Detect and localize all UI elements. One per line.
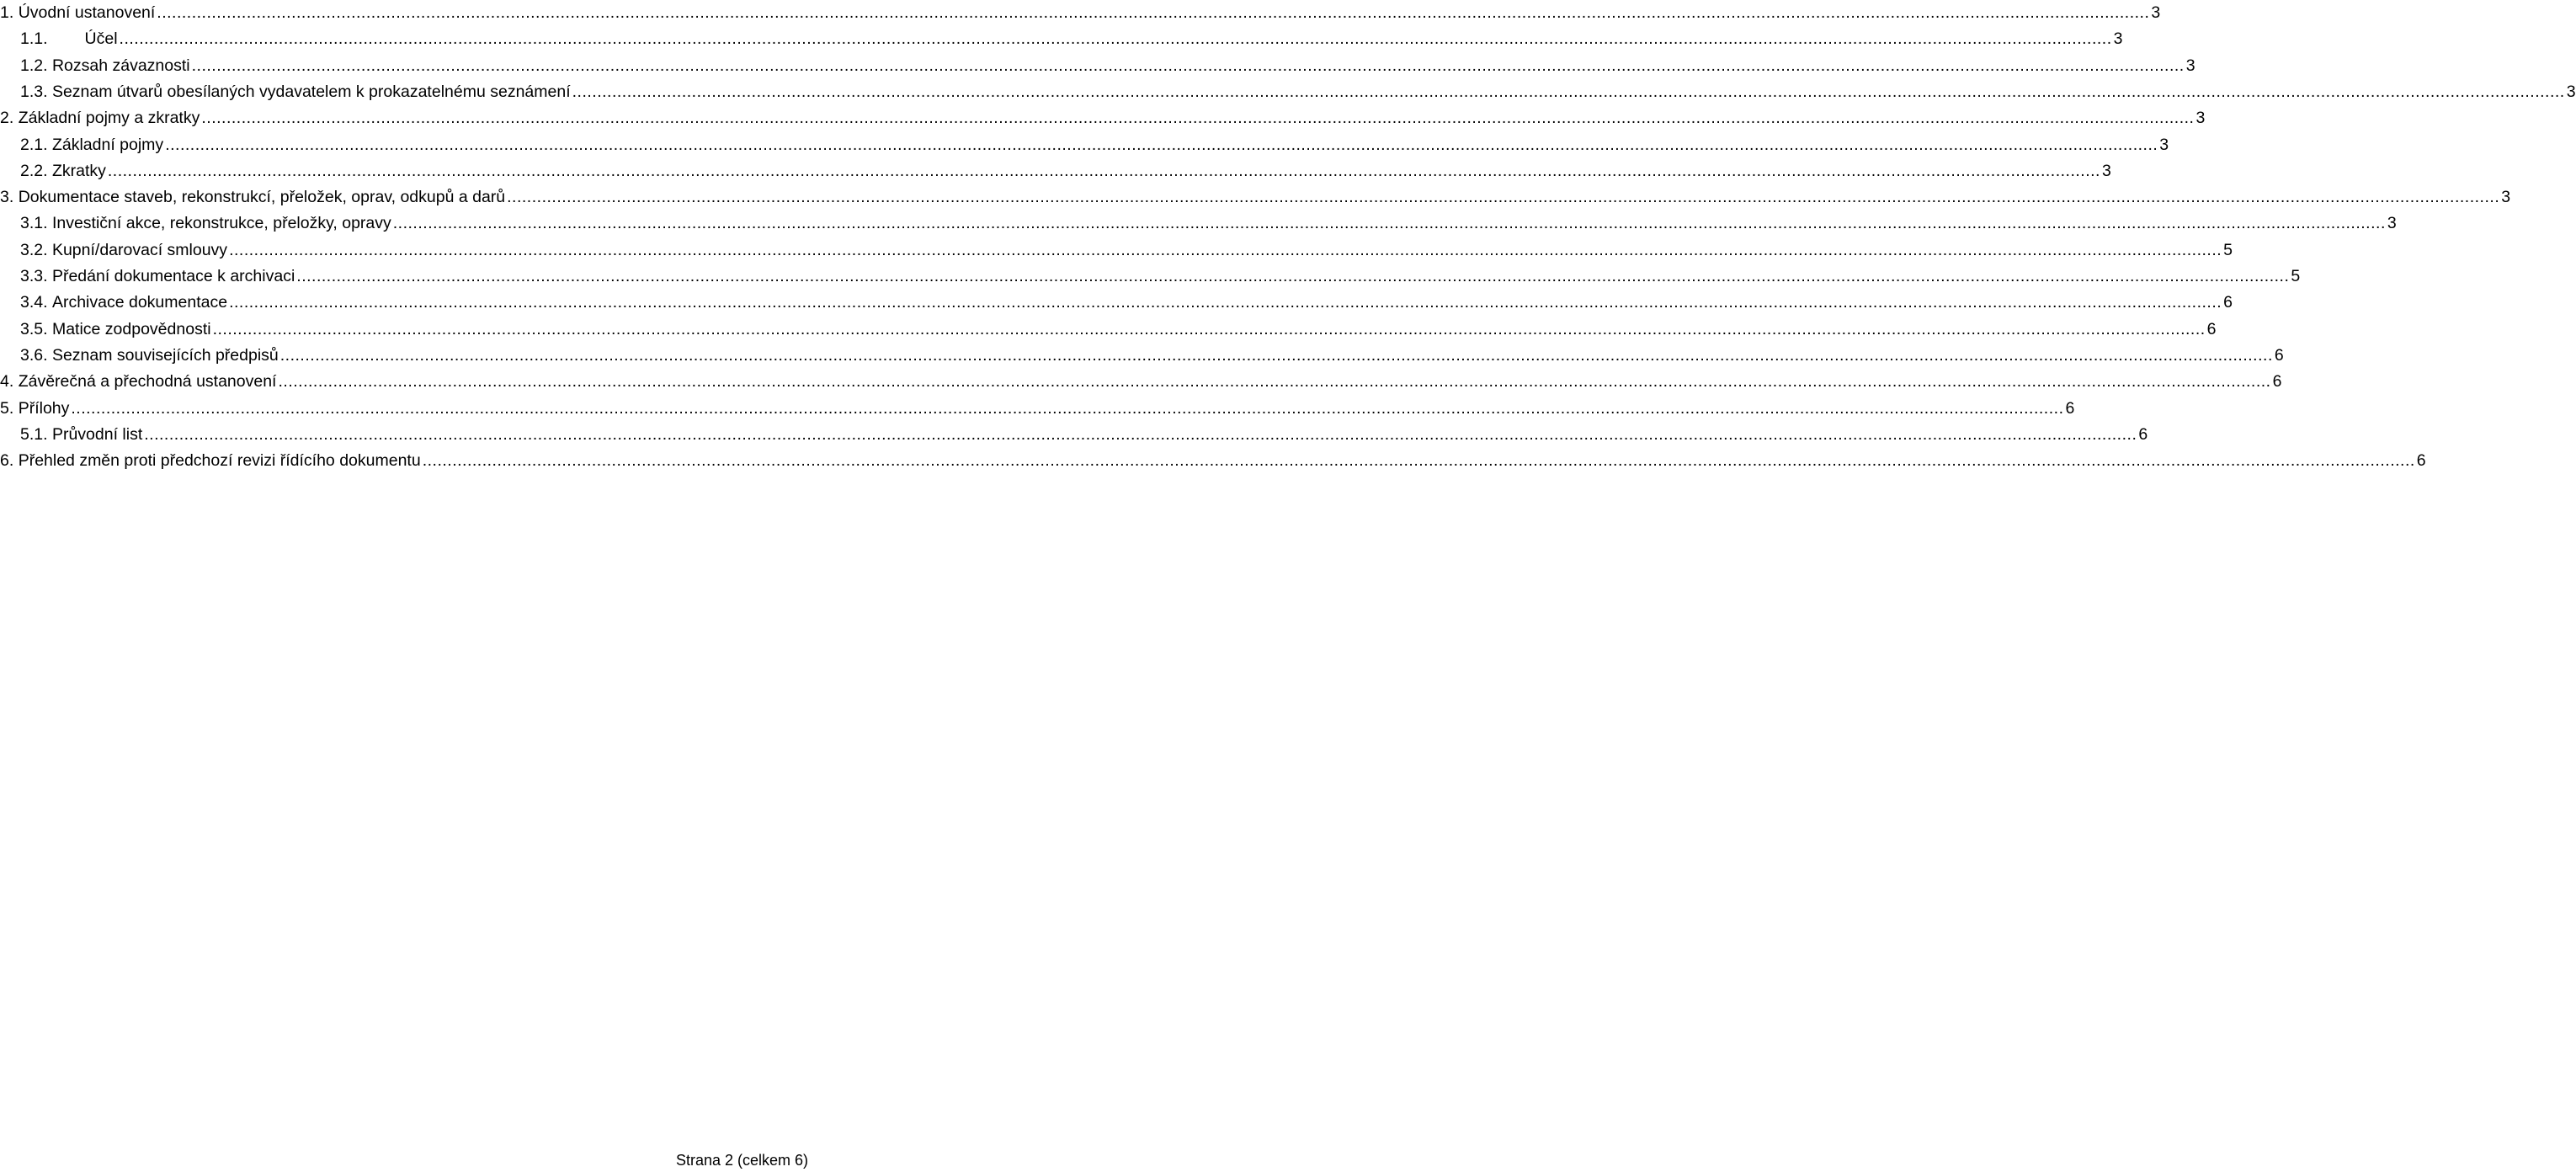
toc-entry-number: 3.5.: [20, 319, 52, 338]
toc-entry[interactable]: [20, 238, 2233, 262]
toc-entry[interactable]: [20, 423, 2148, 446]
toc-entry-page: 3: [2501, 188, 2511, 207]
toc-entry-number: 3.: [0, 188, 19, 207]
toc-dot-leader: ................................................................................................................................................................................................................................................................................................................................................................................................................: [212, 319, 2206, 338]
toc-entry-title: Dokumentace staveb, rekonstrukcí, přeložek, oprav, odkupů a darů: [18, 188, 506, 207]
toc-entry-title: Účel: [84, 29, 118, 49]
toc-entry[interactable]: [0, 449, 2426, 472]
toc-entry[interactable]: [0, 106, 2206, 130]
toc-dot-leader: ................................................................................................................................................................................................................................................................................................................................................................................................................: [157, 3, 2150, 22]
toc-entry[interactable]: [20, 54, 2195, 77]
toc-entry[interactable]: [20, 344, 2284, 367]
toc-entry-number: 3.2.: [20, 240, 52, 259]
toc-entry-title: Archivace dokumentace: [51, 293, 228, 312]
toc-entry-number: 2.1.: [20, 135, 52, 154]
toc-dot-leader: ................................................................................................................................................................................................................................................................................................................................................................................................................: [278, 372, 2271, 392]
toc-entry-page: 6: [2065, 398, 2075, 418]
toc-dot-leader: ................................................................................................................................................................................................................................................................................................................................................................................................................: [144, 424, 2137, 444]
toc-dot-leader: ................................................................................................................................................................................................................................................................................................................................................................................................................: [119, 29, 2112, 49]
toc-entry[interactable]: [20, 133, 2169, 157]
toc-dot-leader: ................................................................................................................................................................................................................................................................................................................................................................................................................: [279, 345, 2273, 365]
toc-entry-page: 3: [2566, 82, 2576, 101]
toc-entry-number: 2.2.: [20, 161, 52, 180]
toc-entry-number: 2.: [0, 109, 19, 128]
toc-entry-page: 6: [2223, 293, 2233, 312]
toc-entry[interactable]: [0, 397, 2075, 420]
toc-dot-leader: ................................................................................................................................................................................................................................................................................................................................................................................................................: [191, 56, 2185, 75]
toc-dot-leader: ................................................................................................................................................................................................................................................................................................................................................................................................................: [507, 188, 2500, 207]
toc-entry[interactable]: [20, 264, 2301, 288]
page-number-label: Strana 2 (celkem 6): [675, 1152, 808, 1169]
toc-dot-leader: ................................................................................................................................................................................................................................................................................................................................................................................................................: [107, 161, 2100, 180]
toc-entry-title: Kupní/darovací smlouvy: [51, 240, 228, 259]
toc-entry-title: Průvodní list: [51, 424, 143, 444]
toc-entry[interactable]: [0, 370, 2282, 393]
toc-entry-page: 3: [2185, 56, 2195, 75]
toc-entry-page: 5: [2223, 240, 2233, 259]
toc-dot-leader: ................................................................................................................................................................................................................................................................................................................................................................................................................: [229, 293, 2222, 312]
toc-entry-title: Investiční akce, rekonstrukce, přeložky, opravy: [51, 214, 391, 233]
toc-entry-page: 6: [2138, 424, 2148, 444]
toc-dot-leader: ................................................................................................................................................................................................................................................................................................................................................................................................................: [572, 82, 2565, 101]
toc-entry-title: Závěrečná a přechodná ustanovení: [18, 372, 277, 392]
toc-entry-page: 3: [2159, 135, 2169, 154]
toc-entry-number: 1.2.: [20, 56, 52, 75]
toc-entry-title: Přílohy: [18, 398, 70, 418]
toc-entry-number: 4.: [0, 372, 19, 392]
toc-entry-page: 6: [2274, 345, 2284, 365]
toc-dot-leader: ................................................................................................................................................................................................................................................................................................................................................................................................................: [201, 109, 2195, 128]
toc-entry[interactable]: [20, 80, 2576, 104]
toc-entry-number: 5.1.: [20, 424, 52, 444]
toc-entry[interactable]: [20, 27, 2123, 51]
toc-entry[interactable]: [20, 211, 2397, 235]
toc-entry-page: 5: [2291, 267, 2301, 285]
toc-dot-leader: ................................................................................................................................................................................................................................................................................................................................................................................................................: [165, 135, 2158, 154]
toc-entry-title: Matice zodpovědnosti: [51, 319, 211, 338]
toc-entry-number: 1.3.: [20, 82, 52, 101]
toc-entry[interactable]: [20, 159, 2111, 183]
toc-entry-title: Předání dokumentace k archivaci: [51, 267, 295, 285]
toc-dot-leader: ................................................................................................................................................................................................................................................................................................................................................................................................................: [296, 267, 2290, 285]
toc-entry-page: 6: [2272, 372, 2282, 392]
toc-entry[interactable]: [20, 290, 2233, 314]
toc-dot-leader: ................................................................................................................................................................................................................................................................................................................................................................................................................: [392, 214, 2386, 233]
toc-entry-page: 3: [2195, 109, 2206, 128]
toc-entry[interactable]: [20, 317, 2217, 341]
toc-entry-number: 5.: [0, 398, 19, 418]
toc-entry-title: Základní pojmy: [51, 135, 164, 154]
toc-entry-title: Základní pojmy a zkratky: [18, 109, 200, 128]
toc-entry-title: Rozsah závaznosti: [51, 56, 190, 75]
toc-entry-number: 3.6.: [20, 345, 52, 365]
toc-entry-page: 3: [2113, 29, 2123, 49]
toc-entry-page: 6: [2206, 319, 2217, 338]
toc-dot-leader: ................................................................................................................................................................................................................................................................................................................................................................................................................: [229, 240, 2222, 259]
toc-entry-number: 1.: [0, 3, 19, 22]
toc-entry-title: Seznam útvarů obesílaných vydavatelem k prokazatelnému seznámení: [51, 82, 571, 101]
toc-entry-title: Seznam souvisejících předpisů: [51, 345, 279, 365]
toc-entry-page: 3: [2151, 3, 2161, 22]
toc-entry-title: Zkratky: [51, 161, 106, 180]
toc-dot-leader: ................................................................................................................................................................................................................................................................................................................................................................................................................: [422, 451, 2415, 471]
toc-entry-title: Přehled změn proti předchozí revizi řídícího dokumentu: [18, 451, 421, 471]
toc-entry-page: 3: [2387, 214, 2397, 233]
toc-entry-number: 1.1.: [20, 29, 48, 49]
toc-entry-number: 3.1.: [20, 214, 52, 233]
toc-entry[interactable]: [0, 185, 2511, 209]
toc-entry-title: Úvodní ustanovení: [18, 3, 156, 22]
toc-entry-number: 3.4.: [20, 293, 52, 312]
page-footer: [676, 1148, 808, 1172]
toc-entry-number: 6.: [0, 451, 19, 471]
toc-entry[interactable]: [0, 1, 2161, 24]
toc-dot-leader: ................................................................................................................................................................................................................................................................................................................................................................................................................: [71, 398, 2064, 418]
toc-entry-page: 6: [2416, 451, 2426, 471]
toc-entry-number: 3.3.: [20, 267, 52, 285]
toc-entry-page: 3: [2101, 161, 2111, 180]
